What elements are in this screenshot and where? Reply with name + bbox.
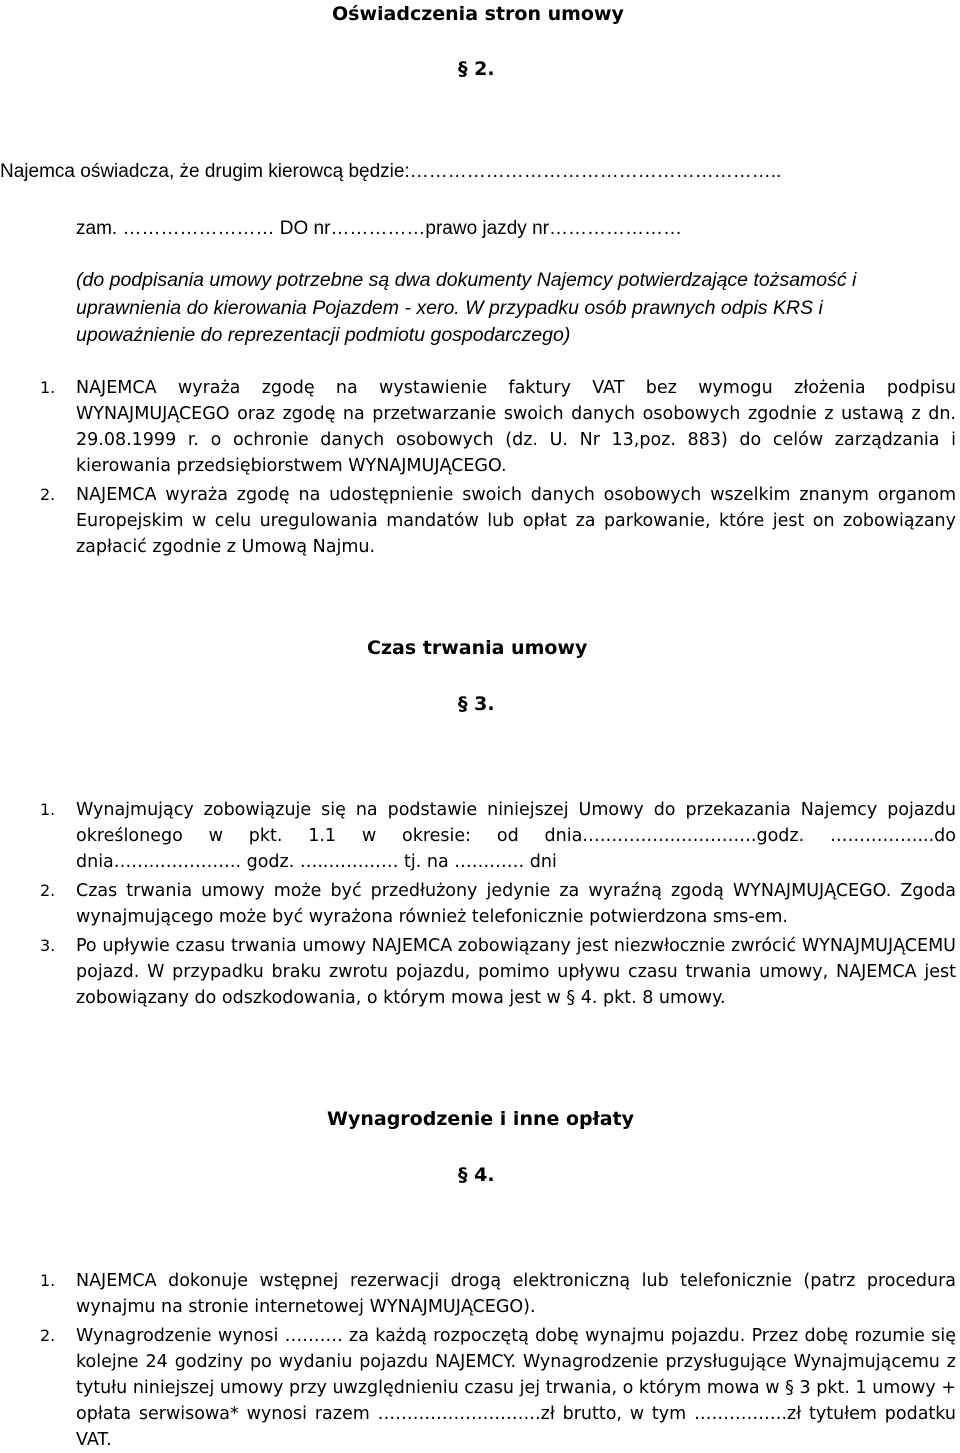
driver-address-line: zam. …………………… DO nr……………prawo jazdy nr………………… xyxy=(76,218,682,239)
item-text: Wynagrodzenie wynosi ………. za każdą rozpoczętą dobę wynajmu pojazdu. Przez dobę rozumie się kolejne 24 godziny po wydaniu pojazdu NAJEMCY. Wynagrodzenie przysługujące Wynajmującemu z tytułu niniejszej umowy przy uwzględnieniu czasu jej trwania, o którym mowa w § 3 pkt. 1 umowy + opłata serwisowa* wynosi razem ……………………….zł brutto, w tym …………….zł tytułem podatku VAT. xyxy=(76,1326,956,1450)
list-item xyxy=(40,1323,956,1453)
second-driver-line: Najemca oświadcza, że drugim kierowcą będzie:………………………………………………….. xyxy=(0,161,782,182)
list-item xyxy=(40,878,956,930)
item-number: 1. xyxy=(40,1271,56,1290)
list-item xyxy=(40,797,956,875)
documents-note-line-1: (do podpisania umowy potrzebne są dwa dokumenty Najemcy potwierdzające tożsamość i xyxy=(76,269,857,291)
section-4-list xyxy=(40,1268,956,1453)
item-text: NAJEMCA wyraża zgodę na udostępnienie swoich danych osobowych wszelkim znanym organom Europejskim w celu uregulowania mandatów lub opłat za parkowanie, które jest on zobowiązany zapłacić zgodnie z Umową Najmu. xyxy=(76,485,956,557)
section-2-paragraph-mark: § 2. xyxy=(458,58,495,80)
section-3-paragraph-mark: § 3. xyxy=(458,693,495,715)
documents-note-line-2: uprawnienia do kierowania Pojazdem - xero. W przypadku osób prawnych odpis KRS i xyxy=(76,297,823,319)
documents-note-line-3: upoważnienie do reprezentacji podmiotu gospodarczego) xyxy=(76,324,571,346)
list-item xyxy=(40,482,956,560)
section-4-title: Wynagrodzenie i inne opłaty xyxy=(327,1108,634,1130)
item-text: Po upływie czasu trwania umowy NAJEMCA zobowiązany jest niezwłocznie zwrócić WYNAJMUJĄCEMU pojazd. W przypadku braku zwrotu pojazdu, pomimo upływu czasu trwania umowy, NAJEMCA jest zobowiązany do odszkodowania, o którym mowa jest w § 4. pkt. 8 umowy. xyxy=(76,936,956,1008)
item-number: 2. xyxy=(40,485,56,504)
item-text: Czas trwania umowy może być przedłużony jedynie za wyraźną zgodą WYNAJMUJĄCEGO. Zgoda wynajmującego może być wyrażona również telefonicznie potwierdzona sms-em. xyxy=(76,881,956,927)
item-number: 1. xyxy=(40,378,56,397)
section-4-paragraph-mark: § 4. xyxy=(458,1164,495,1186)
item-text: Wynajmujący zobowiązuje się na podstawie niniejszej Umowy do przekazania Najemcy pojazdu określonego w pkt. 1.1 w okresie: od dnia……………..………….godz. ……………...do dnia……..………….. godz. …..………… tj. na ………… dni xyxy=(76,800,956,872)
list-item xyxy=(40,1268,956,1320)
item-number: 3. xyxy=(40,936,56,955)
section-2-title: Oświadczenia stron umowy xyxy=(332,3,624,25)
item-number: 2. xyxy=(40,1326,56,1345)
item-text: NAJEMCA wyraża zgodę na wystawienie faktury VAT bez wymogu złożenia podpisu WYNAJMUJĄCEGO oraz zgodę na przetwarzanie swoich danych osobowych zgodnie z ustawą z dn. 29.08.1999 r. o ochronie danych osobowych (dz. U. Nr 13,poz. 883) do celów zarządzania i kierowania przedsiębiorstwem WYNAJMUJĄCEGO. xyxy=(76,378,956,476)
section-3-list xyxy=(40,797,956,1011)
item-text: NAJEMCA dokonuje wstępnej rezerwacji drogą elektroniczną lub telefonicznie (patrz procedura wynajmu na stronie internetowej WYNAJMUJĄCEGO). xyxy=(76,1271,956,1317)
list-item xyxy=(40,933,956,1011)
section-2-list xyxy=(40,375,956,560)
list-item xyxy=(40,375,956,479)
section-3-title: Czas trwania umowy xyxy=(367,637,588,659)
item-number: 1. xyxy=(40,800,56,819)
item-number: 2. xyxy=(40,881,56,900)
